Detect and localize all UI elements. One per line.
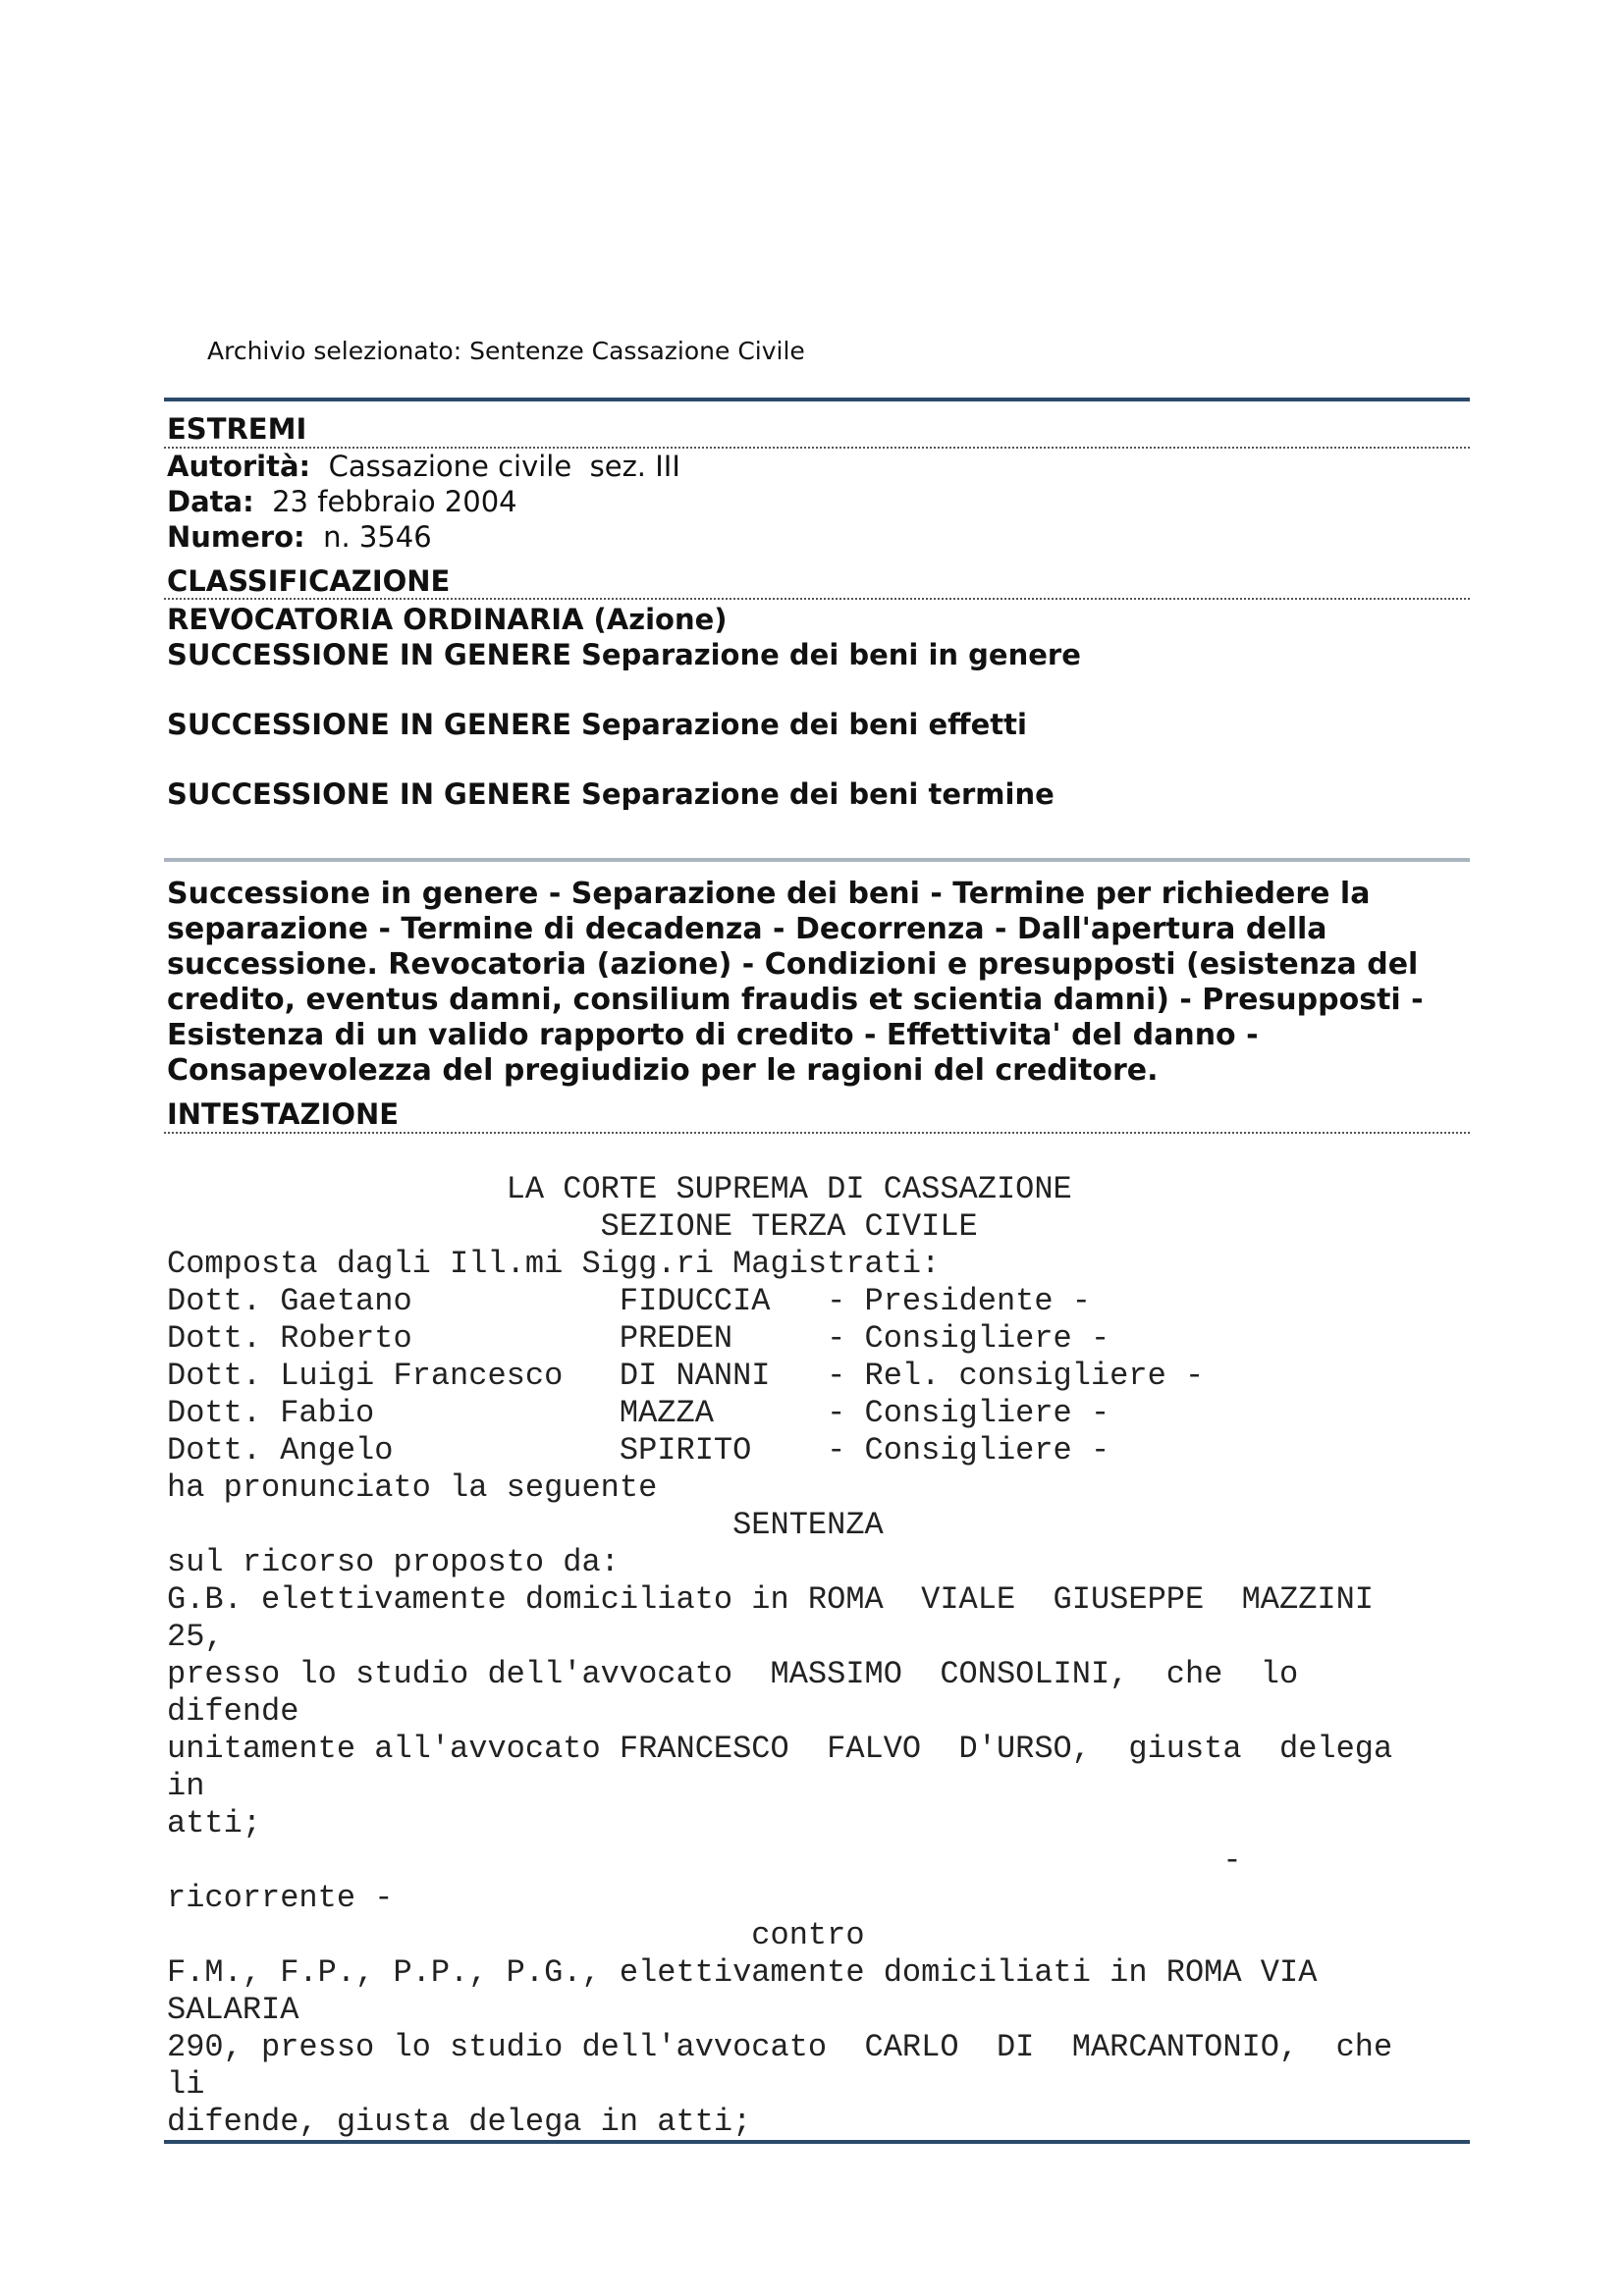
intestazione-line: SALARIA xyxy=(167,1992,299,2028)
intestazione-line: in xyxy=(167,1768,205,1804)
classificazione-item: REVOCATORIA ORDINARIA (Azione) xyxy=(167,603,728,636)
numero-value: n. 3546 xyxy=(323,520,432,554)
massima-line: separazione - Termine di decadenza - Decorrenza - Dall'apertura della xyxy=(167,912,1327,946)
intestazione-line: LA CORTE SUPREMA DI CASSAZIONE xyxy=(167,1171,1072,1207)
numero-label: Numero: xyxy=(167,520,305,554)
intestazione-line: difende, giusta delega in atti; xyxy=(167,2104,752,2140)
autorita-label: Autorità: xyxy=(167,450,311,483)
intestazione-line: 25, xyxy=(167,1619,224,1655)
archive-label: Archivio selezionato: Sentenze Cassazione Civile xyxy=(207,337,805,365)
intestazione-line: Dott. Angelo SPIRITO - Consigliere - xyxy=(167,1432,1110,1468)
massima-divider xyxy=(164,858,1470,862)
bottom-divider xyxy=(164,2140,1470,2144)
massima-line: Esistenza di un valido rapporto di credito - Effettivita' del danno - xyxy=(167,1018,1259,1052)
intestazione-line: contro xyxy=(167,1917,865,1953)
intestazione-line: - xyxy=(167,1842,1242,1879)
intestazione-underline xyxy=(164,1132,1470,1134)
top-divider xyxy=(164,398,1470,401)
intestazione-heading: INTESTAZIONE xyxy=(167,1097,400,1131)
classificazione-item: SUCCESSIONE IN GENERE Separazione dei beni termine xyxy=(167,777,1055,811)
intestazione-line: SEZIONE TERZA CIVILE xyxy=(167,1208,978,1245)
intestazione-line: unitamente all'avvocato FRANCESCO FALVO D'URSO, giusta delega xyxy=(167,1731,1393,1767)
intestazione-line: difende xyxy=(167,1693,299,1730)
intestazione-line: Dott. Gaetano FIDUCCIA - Presidente - xyxy=(167,1283,1091,1319)
massima-line: credito, eventus damni, consilium fraudis et scientia damni) - Presupposti - xyxy=(167,983,1424,1017)
intestazione-line: li xyxy=(167,2066,205,2103)
intestazione-line: Composta dagli Ill.mi Sigg.ri Magistrati: xyxy=(167,1246,941,1282)
intestazione-line: G.B. elettivamente domiciliato in ROMA VIALE GIUSEPPE MAZZINI xyxy=(167,1581,1374,1618)
intestazione-line: Dott. Luigi Francesco DI NANNI - Rel. consigliere - xyxy=(167,1358,1205,1394)
autorita-value: Cassazione civile sez. III xyxy=(328,450,680,483)
classificazione-underline xyxy=(164,598,1470,600)
data-label: Data: xyxy=(167,485,254,518)
intestazione-line: Dott. Roberto PREDEN - Consigliere - xyxy=(167,1320,1110,1357)
numero-row xyxy=(167,520,432,554)
massima-line: successione. Revocatoria (azione) - Condizioni e presupposti (esistenza del xyxy=(167,947,1419,982)
estremi-underline xyxy=(164,447,1470,449)
massima-line: Consapevolezza del pregiudizio per le ragioni del creditore. xyxy=(167,1053,1159,1088)
intestazione-line: ha pronunciato la seguente xyxy=(167,1469,658,1506)
data-value: 23 febbraio 2004 xyxy=(272,485,517,518)
classificazione-item: SUCCESSIONE IN GENERE Separazione dei beni effetti xyxy=(167,708,1027,741)
massima-text xyxy=(167,877,1463,1089)
intestazione-line: 290, presso lo studio dell'avvocato CARLO DI MARCANTONIO, che xyxy=(167,2029,1393,2065)
intestazione-line: ricorrente - xyxy=(167,1880,394,1916)
intestazione-line: sul ricorso proposto da: xyxy=(167,1544,620,1580)
classificazione-item: SUCCESSIONE IN GENERE Separazione dei beni in genere xyxy=(167,638,1081,671)
intestazione-line: atti; xyxy=(167,1805,262,1842)
intestazione-line: presso lo studio dell'avvocato MASSIMO CONSOLINI, che lo xyxy=(167,1656,1299,1692)
intestazione-line: Dott. Fabio MAZZA - Consigliere - xyxy=(167,1395,1110,1431)
massima-line: Successione in genere - Separazione dei beni - Termine per richiedere la xyxy=(167,877,1371,911)
intestazione-line: F.M., F.P., P.P., P.G., elettivamente domiciliati in ROMA VIA xyxy=(167,1954,1318,1991)
estremi-heading: ESTREMI xyxy=(167,412,307,446)
autorita-row xyxy=(167,450,680,483)
data-row xyxy=(167,485,517,518)
intestazione-line: SENTENZA xyxy=(167,1507,884,1543)
classificazione-heading: CLASSIFICAZIONE xyxy=(167,564,451,598)
